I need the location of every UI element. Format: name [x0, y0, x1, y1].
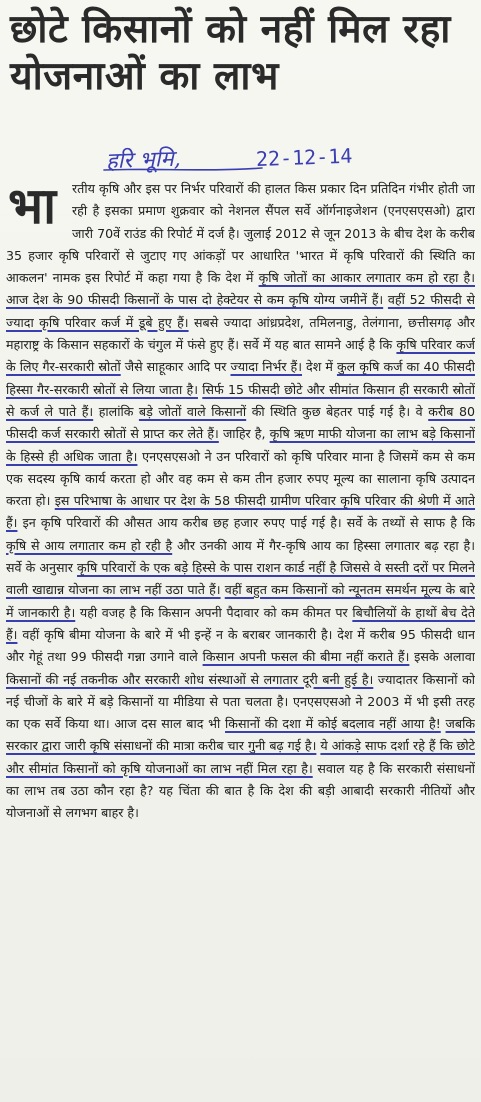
handwritten-date: 22-12-14	[255, 143, 353, 171]
headline: छोटे किसानों को नहीं मिल रहा योजनाओं का लाभ	[10, 7, 451, 99]
text-passage: जाहिर है,	[218, 426, 270, 442]
underlined-passage: सिर्फ 15 फीसदी छोटे और सीमांत किसान ही सरकारी स्रोतों से कर्ज ले पाते हैं।	[6, 381, 475, 419]
text-passage: सबसे ज्यादा आंध्रप्रदेश, तमिलनाडु, तेलंगाना, छत्तीसगढ़ और महाराष्ट्र के किसान सहकारों के चंगुल में फंसे हुए हैं। सर्वे में यह बात सामने आई है कि	[6, 314, 475, 353]
underlined-passage: कृषि परिवारों के एक बड़े हिस्से के पास राशन कार्ड नहीं है जिससे वे सस्ती दरों पर मिलने वाली खाद्यान्न योजना का लाभ नहीं उठा पाते हैं।	[6, 560, 475, 598]
text-passage: इसके अलावा	[409, 649, 475, 665]
text-passage: रतीय कृषि और इस पर निर्भर परिवारों की हालत किस प्रकार दिन प्रतिदिन गंभीर होती जा रही है इसका प्रमाण शुक्रवार को नेशनल सैंपल सर्वे ऑर्गनाइजेशन (एनएसएसओ) द्वारा जारी 70वें राउंड की रिपोर्ट में दर्ज है। जुलाई 2012 से जून 2013 के बीच देश के करीब 35 हजार कृषि परिवारों से जुटाए गए आंकड़ों पर आधारित 'भारत में कृषि परिवारों की स्थिति का आकलन' नामक इस रिपोर्ट में कहा गया है कि देश में	[6, 181, 475, 286]
text-passage: यही वजह है कि किसान अपनी पैदावार को कम कीमत पर	[75, 604, 353, 620]
handwritten-source-note	[105, 137, 406, 181]
text-passage: इन कृषि परिवारों की औसत आय करीब छह हजार रुपए पाई गई है। सर्वे के तथ्यों से साफ है कि	[17, 515, 475, 531]
article-paragraph	[6, 178, 475, 825]
text-passage: की स्थिति कुछ बेहतर पाई गई है। वे	[246, 403, 429, 419]
drop-cap-space	[6, 178, 72, 242]
underlined-passage: किसानों की दशा में कोई बदलाव नहीं आया है!	[225, 716, 441, 732]
text-passage: जैसे साहूकार आदि पर	[120, 359, 231, 375]
underlined-passage: कृषि परिवार कर्ज के लिए गैर-सरकारी स्रोतों	[6, 337, 475, 375]
text-passage: सवाल यह है कि सरकारी संसाधनों का लाभ तब उठा कौन रहा है? यह चिंता की बात है कि देश की बड़ी आबादी सरकारी नीतियों और योजनाओं से लगभग बाहर है।	[6, 760, 475, 821]
underlined-passage: किसान अपनी फसल की बीमा नहीं कराते हैं।	[202, 649, 410, 665]
text-passage: एनएसएसओ ने उन परिवारों को कृषि परिवार माना है जिसमें कम से कम एक सदस्य कृषि कार्य करता हो और वह कम से कम तीन हजार रुपए मूल्य का सालाना कृषि उत्पादन करता हो।	[6, 448, 475, 509]
text-passage: देश में	[302, 359, 337, 375]
underlined-passage: किसानों की नई तकनीक और सरकारी शोध संस्थाओं से लगातार दूरी बनी हुई है।	[6, 671, 374, 687]
text-passage: और उनकी आय में गैर-कृषि आय का हिस्सा लगातार बढ़ रहा है। सर्वे के अनुसार	[6, 537, 475, 576]
underlined-passage: वहीं 52 फीसदी से ज्यादा कृषि परिवार कर्ज में डूबे हुए हैं।	[6, 292, 475, 330]
underlined-passage: आज देश के 90 फीसदी किसानों के पास दो हेक्टेयर से कम कृषि योग्य जमीनें हैं।	[6, 292, 384, 308]
underlined-passage: बड़े जोतों वाले किसानों	[138, 403, 247, 419]
underlined-passage: ज्यादा निर्भर हैं।	[230, 359, 303, 375]
underlined-passage: करीब 80 फीसदी कर्ज सरकारी स्रोतों से प्राप्त कर लेते हैं।	[6, 403, 475, 442]
underlined-passage: बिचौलियों के हाथों बेच देते हैं।	[6, 604, 475, 642]
underlined-passage: इस परिभाषा के आधार पर देश के 58 फीसदी ग्रामीण परिवार कृषि परिवार की श्रेणी में आते हैं।	[6, 493, 475, 531]
underlined-passage: ये आंकड़े साफ दर्शा रहे हैं कि छोटे और सीमांत किसानों को कृषि योजनाओं का लाभ नहीं मिल रहा है।	[6, 738, 475, 776]
handwritten-source: हरि भूमि,	[105, 146, 182, 175]
underlined-passage: जबकि सरकार द्वारा जारी कृषि संसाधनों की मात्रा करीब चार गुनी बढ़ गई है।	[6, 716, 475, 754]
underlined-passage: वहीं बहुत कम किसानों को न्यूनतम समर्थन मूल्य के बारे में जानकारी है।	[6, 582, 475, 620]
underlined-passage: कृषि ऋण माफी योजना का लाभ बड़े किसानों के हिस्से ही अधिक जाता है।	[6, 426, 475, 464]
underlined-passage: कृषि जोतों का आकार लगातार कम हो रहा है।	[258, 270, 475, 286]
drop-cap: भा	[8, 177, 57, 235]
article-body	[6, 178, 475, 1093]
text-passage: वहीं कृषि बीमा योजना के बारे में भी इन्हें न के बराबर जानकारी है। देश में करीब 95 फीसदी धान और गेहूं तथा 99 फीसदी गन्ना उगाने वाले	[6, 626, 475, 665]
underlined-passage: कृषि से आय लगातार कम हो रही है	[6, 537, 173, 553]
text-passage: हालांकि	[93, 403, 139, 419]
underlined-passage: कुल कृषि कर्ज का 40 फीसदी हिस्सा गैर-सरकारी स्रोतों से लिया जाता है।	[6, 359, 475, 397]
text-passage: ज्यादातर किसानों को नई चीजों के बारे में बड़े किसानों या मीडिया से पता चलता है। एनएसएसओ ने 2003 में भी इसी तरह का एक सर्वे किया था। आज दस साल बाद भी	[6, 671, 475, 732]
